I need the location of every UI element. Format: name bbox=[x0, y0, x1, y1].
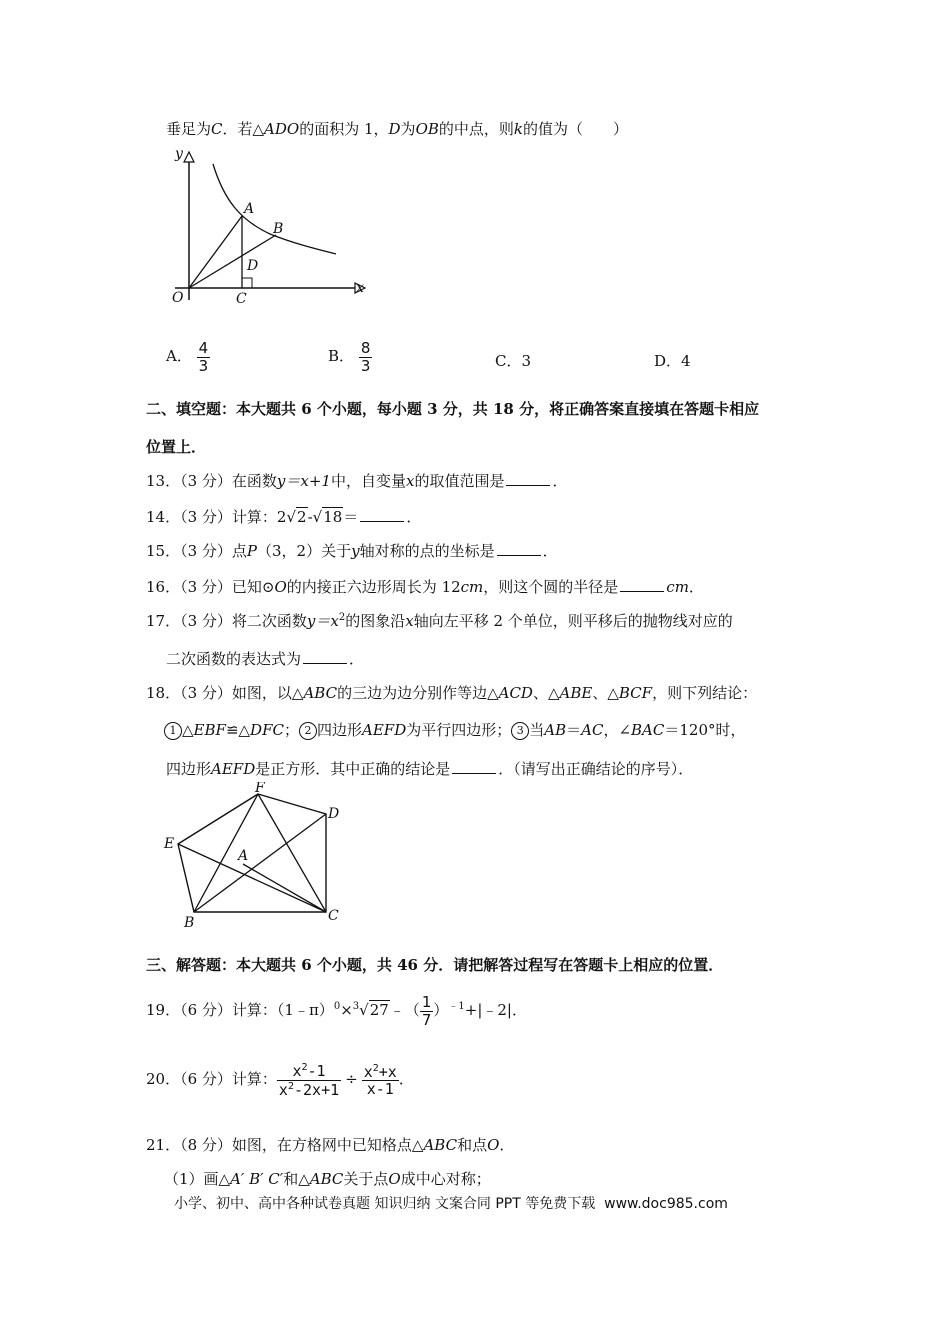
segment-ob bbox=[189, 235, 276, 288]
q-num: 13． bbox=[146, 472, 181, 490]
q-num: 16． bbox=[146, 578, 181, 596]
question-18-line3 bbox=[166, 758, 693, 779]
text: ． bbox=[552, 472, 568, 490]
text: 是正方形．其中正确的结论是 bbox=[255, 760, 451, 778]
text: 在函数 bbox=[231, 472, 277, 490]
question-18-line2 bbox=[164, 719, 746, 740]
option-c[interactable] bbox=[495, 350, 531, 371]
text: 关于点 bbox=[343, 1170, 389, 1188]
q-num: 20． bbox=[146, 1070, 181, 1088]
label-c: C bbox=[236, 291, 247, 307]
t: +x bbox=[378, 1062, 397, 1081]
var: O bbox=[487, 1136, 500, 1154]
exponent: ﹣1 bbox=[448, 1001, 465, 1012]
radicand: 18 bbox=[323, 508, 343, 526]
t: x bbox=[363, 1062, 373, 1081]
var-p: P bbox=[246, 542, 258, 560]
option-c-value: 3 bbox=[521, 352, 532, 370]
text: 的中点，则 bbox=[438, 120, 514, 138]
text: 的图象沿 bbox=[345, 612, 406, 630]
var: A′ B′ C′ bbox=[230, 1170, 284, 1188]
text: 垂足为 bbox=[166, 120, 212, 138]
text: （3，2）关于 bbox=[257, 542, 352, 560]
text: 、△ bbox=[592, 684, 619, 702]
option-b-label: B． bbox=[328, 347, 355, 365]
q-num: 19． bbox=[146, 1001, 181, 1019]
text: ≌△ bbox=[225, 721, 251, 739]
text: 的值为（ ） bbox=[523, 120, 629, 138]
q12-text bbox=[166, 118, 628, 139]
question-17-line2 bbox=[166, 648, 364, 669]
var-x: x bbox=[405, 472, 415, 490]
label-y: y bbox=[175, 146, 183, 162]
numerator: 1 bbox=[421, 993, 432, 1011]
exponent: 2 bbox=[372, 1062, 379, 1074]
footer-link[interactable]: www.doc985.com bbox=[604, 1196, 728, 1212]
option-d-label: D． bbox=[654, 352, 682, 370]
text: ． bbox=[406, 508, 422, 526]
label-f: F bbox=[255, 782, 265, 796]
segment-bd bbox=[194, 814, 326, 912]
text: 成中心对称； bbox=[400, 1170, 491, 1188]
text: 四边形 bbox=[316, 721, 362, 739]
label-b: B bbox=[273, 221, 284, 237]
expr: y＝x bbox=[306, 612, 339, 630]
label-a: A bbox=[244, 201, 255, 217]
text: 的三边为边分别作等边△ bbox=[337, 684, 499, 702]
text: ．若△ bbox=[222, 120, 265, 138]
q-score: （3 分） bbox=[180, 472, 232, 490]
q-num: 14． bbox=[146, 508, 181, 526]
question-18 bbox=[146, 682, 757, 703]
t: x bbox=[278, 1080, 288, 1099]
text: 为 bbox=[400, 120, 416, 138]
text: 当 bbox=[529, 721, 545, 739]
numerator bbox=[277, 1062, 341, 1081]
q-num: 15． bbox=[146, 542, 181, 560]
text: 如图，以△ bbox=[231, 684, 304, 702]
unit-cm: cm bbox=[666, 578, 689, 596]
var: DFC bbox=[250, 721, 284, 739]
text: ． bbox=[542, 542, 558, 560]
text: 已知⊙ bbox=[231, 578, 275, 596]
text: 中，自变量 bbox=[330, 472, 406, 490]
text: ． bbox=[688, 578, 704, 596]
numerator: 8 bbox=[360, 339, 371, 357]
option-a-fraction bbox=[197, 340, 211, 374]
footer bbox=[174, 1193, 728, 1213]
label-d: D bbox=[328, 806, 340, 822]
text: ，∠ bbox=[603, 721, 632, 739]
text: 四边形 bbox=[166, 760, 212, 778]
right-angle-mark bbox=[242, 278, 252, 288]
text: ． bbox=[398, 1070, 414, 1088]
var: BCF bbox=[618, 684, 653, 702]
option-d[interactable] bbox=[654, 350, 691, 371]
segment-oa bbox=[189, 216, 242, 288]
label-o: O bbox=[172, 290, 184, 306]
q-num: 21． bbox=[146, 1136, 181, 1154]
text: ．（请写出正确结论的序号）． bbox=[498, 760, 694, 778]
label-c: C bbox=[328, 908, 339, 924]
question-15 bbox=[146, 540, 558, 561]
q-score: （6 分） bbox=[180, 1001, 232, 1019]
section2-heading-line2: 位置上． bbox=[146, 438, 207, 456]
q-score: （8 分） bbox=[180, 1136, 232, 1154]
q-num: 18． bbox=[146, 684, 181, 702]
text: 的面积为 1， bbox=[299, 120, 389, 138]
fraction-2 bbox=[362, 1063, 399, 1098]
unit-cm: cm bbox=[460, 578, 484, 596]
question-21-sub1 bbox=[164, 1168, 491, 1189]
sqrt-sign: √ bbox=[359, 1001, 369, 1019]
text: ． bbox=[349, 650, 365, 668]
var: ABC bbox=[309, 1170, 344, 1188]
section3-heading: 三、解答题：本大题共 6 个小题，共 46 分．请把解答过程写在答题卡上相应的位置． bbox=[146, 956, 724, 974]
q-score: （6 分） bbox=[180, 1070, 232, 1088]
fraction-1 bbox=[277, 1062, 341, 1098]
hyperbola-curve bbox=[213, 164, 336, 254]
text: ﹣（ bbox=[389, 1001, 420, 1019]
text: 和点 bbox=[457, 1136, 488, 1154]
numerator bbox=[362, 1063, 399, 1082]
sqrt-sign: √ bbox=[286, 508, 297, 526]
var-y: y bbox=[351, 542, 360, 560]
text: 二次函数的表达式为 bbox=[166, 650, 302, 668]
var: EBF bbox=[193, 721, 226, 739]
var-x: x bbox=[405, 612, 414, 630]
question-13 bbox=[146, 470, 567, 491]
segment-ac bbox=[243, 864, 326, 912]
var: BAC bbox=[631, 721, 665, 739]
var-c: C bbox=[211, 120, 223, 138]
option-b-fraction bbox=[359, 340, 373, 374]
text: 轴对称的点的坐标是 bbox=[359, 542, 495, 560]
option-a-label: A． bbox=[166, 347, 192, 365]
text: ） bbox=[433, 1001, 449, 1019]
text: ＝ bbox=[343, 508, 359, 526]
figure-hyperbola bbox=[160, 140, 380, 310]
text: （1）画△ bbox=[164, 1170, 231, 1188]
question-19 bbox=[146, 992, 527, 1028]
var: ABC bbox=[303, 684, 338, 702]
radicand: 2 bbox=[297, 508, 307, 526]
numerator: 4 bbox=[198, 339, 209, 357]
q-score: （3 分） bbox=[180, 508, 232, 526]
answer-blank[interactable] bbox=[452, 761, 496, 774]
text: 将二次函数 bbox=[231, 612, 307, 630]
var-ob: OB bbox=[415, 120, 439, 138]
t: x bbox=[292, 1062, 302, 1080]
exponent: 2 bbox=[287, 1080, 294, 1092]
text: +|﹣2|． bbox=[464, 1001, 527, 1019]
y-axis-arrow bbox=[184, 152, 194, 162]
q-score: （3 分） bbox=[180, 578, 232, 596]
fraction-1-7 bbox=[420, 994, 434, 1028]
q-score: （3 分） bbox=[180, 612, 232, 630]
var: AEFD bbox=[362, 721, 407, 739]
label-e: E bbox=[164, 836, 175, 852]
option-a[interactable] bbox=[166, 340, 210, 374]
var-o: O bbox=[274, 578, 287, 596]
denominator: x-1 bbox=[366, 1080, 394, 1098]
segment-fb bbox=[194, 794, 258, 912]
exponent: 0 bbox=[333, 1001, 341, 1012]
label-a: A bbox=[238, 848, 249, 864]
var-k: k bbox=[513, 120, 523, 138]
radicand: 27 bbox=[369, 1001, 389, 1019]
text: 为平行四边形； bbox=[406, 721, 512, 739]
root-index: 3 bbox=[352, 1001, 360, 1012]
label-x: x bbox=[356, 280, 364, 296]
question-17 bbox=[146, 610, 733, 631]
label-d: D bbox=[247, 258, 259, 274]
footer-text: 小学、初中、高中各种试卷真题 知识归纳 文案合同 PPT 等免费下载 bbox=[174, 1196, 596, 1212]
answer-blank[interactable] bbox=[360, 509, 404, 522]
expr: y＝x+1 bbox=[276, 472, 331, 490]
text: - bbox=[307, 508, 313, 526]
option-d-value: 4 bbox=[681, 352, 691, 370]
answer-blank[interactable] bbox=[620, 579, 664, 592]
text: × bbox=[340, 1001, 353, 1019]
var-d: D bbox=[388, 120, 401, 138]
text: 计算： bbox=[231, 1070, 277, 1088]
text: 轴向左平移 2 个单位，则平移后的抛物线对应的 bbox=[413, 612, 733, 630]
text: ＝ bbox=[566, 721, 582, 739]
var: ACD bbox=[498, 684, 533, 702]
var: ABC bbox=[423, 1136, 458, 1154]
option-c-label: C． bbox=[495, 352, 522, 370]
denominator: 7 bbox=[421, 1010, 432, 1029]
circled-2: 2 bbox=[299, 722, 317, 740]
q-score: （3 分） bbox=[180, 684, 232, 702]
q-score: （3 分） bbox=[180, 542, 232, 560]
text: 点 bbox=[231, 542, 247, 560]
question-14 bbox=[146, 506, 421, 527]
label-b: B bbox=[184, 915, 195, 931]
text: ＝120°时， bbox=[664, 721, 746, 739]
outer-polygon bbox=[178, 794, 326, 912]
text: 和△ bbox=[283, 1170, 310, 1188]
question-16 bbox=[146, 576, 704, 597]
text: 计算：2 bbox=[231, 508, 287, 526]
exponent: 2 bbox=[301, 1062, 308, 1073]
var: AC bbox=[581, 721, 604, 739]
exponent: 2 bbox=[338, 612, 346, 623]
q-num: 17． bbox=[146, 612, 181, 630]
text: ； bbox=[283, 721, 299, 739]
var: AB bbox=[544, 721, 567, 739]
var: AEFD bbox=[211, 760, 256, 778]
answer-blank[interactable] bbox=[497, 543, 541, 556]
section2-heading-line1: 二、填空题：本大题共 6 个小题，每小题 3 分，共 18 分，将正确答案直接填在答题卡相应 bbox=[146, 400, 760, 418]
text: 的内接正六边形周长为 12 bbox=[286, 578, 461, 596]
figure-triangles bbox=[160, 782, 350, 932]
t: -2x+1 bbox=[293, 1080, 340, 1099]
text: 计算：（1﹣π） bbox=[231, 1001, 334, 1019]
text: 如图，在方格网中已知格点△ bbox=[231, 1136, 424, 1154]
denominator: 3 bbox=[360, 356, 371, 375]
text: ，则这个圆的半径是 bbox=[483, 578, 619, 596]
circled-1: 1 bbox=[164, 722, 182, 740]
text: ÷ bbox=[345, 1070, 358, 1088]
text: ，则下列结论： bbox=[652, 684, 758, 702]
text: △ bbox=[182, 721, 194, 739]
question-21 bbox=[146, 1134, 514, 1155]
answer-blank[interactable] bbox=[303, 651, 347, 664]
answer-blank[interactable] bbox=[506, 473, 550, 486]
denominator bbox=[277, 1081, 341, 1099]
text: 的取值范围是 bbox=[414, 472, 505, 490]
option-b[interactable] bbox=[328, 340, 372, 374]
circled-3: 3 bbox=[511, 722, 529, 740]
denominator: 3 bbox=[198, 356, 209, 375]
var-ado: ADO bbox=[264, 120, 300, 138]
t: -1 bbox=[307, 1062, 326, 1080]
var: ABE bbox=[559, 684, 593, 702]
text: ． bbox=[499, 1136, 515, 1154]
var: O bbox=[388, 1170, 401, 1188]
text: 、△ bbox=[532, 684, 560, 702]
sqrt-sign: √ bbox=[312, 508, 323, 526]
question-20 bbox=[146, 1062, 414, 1098]
